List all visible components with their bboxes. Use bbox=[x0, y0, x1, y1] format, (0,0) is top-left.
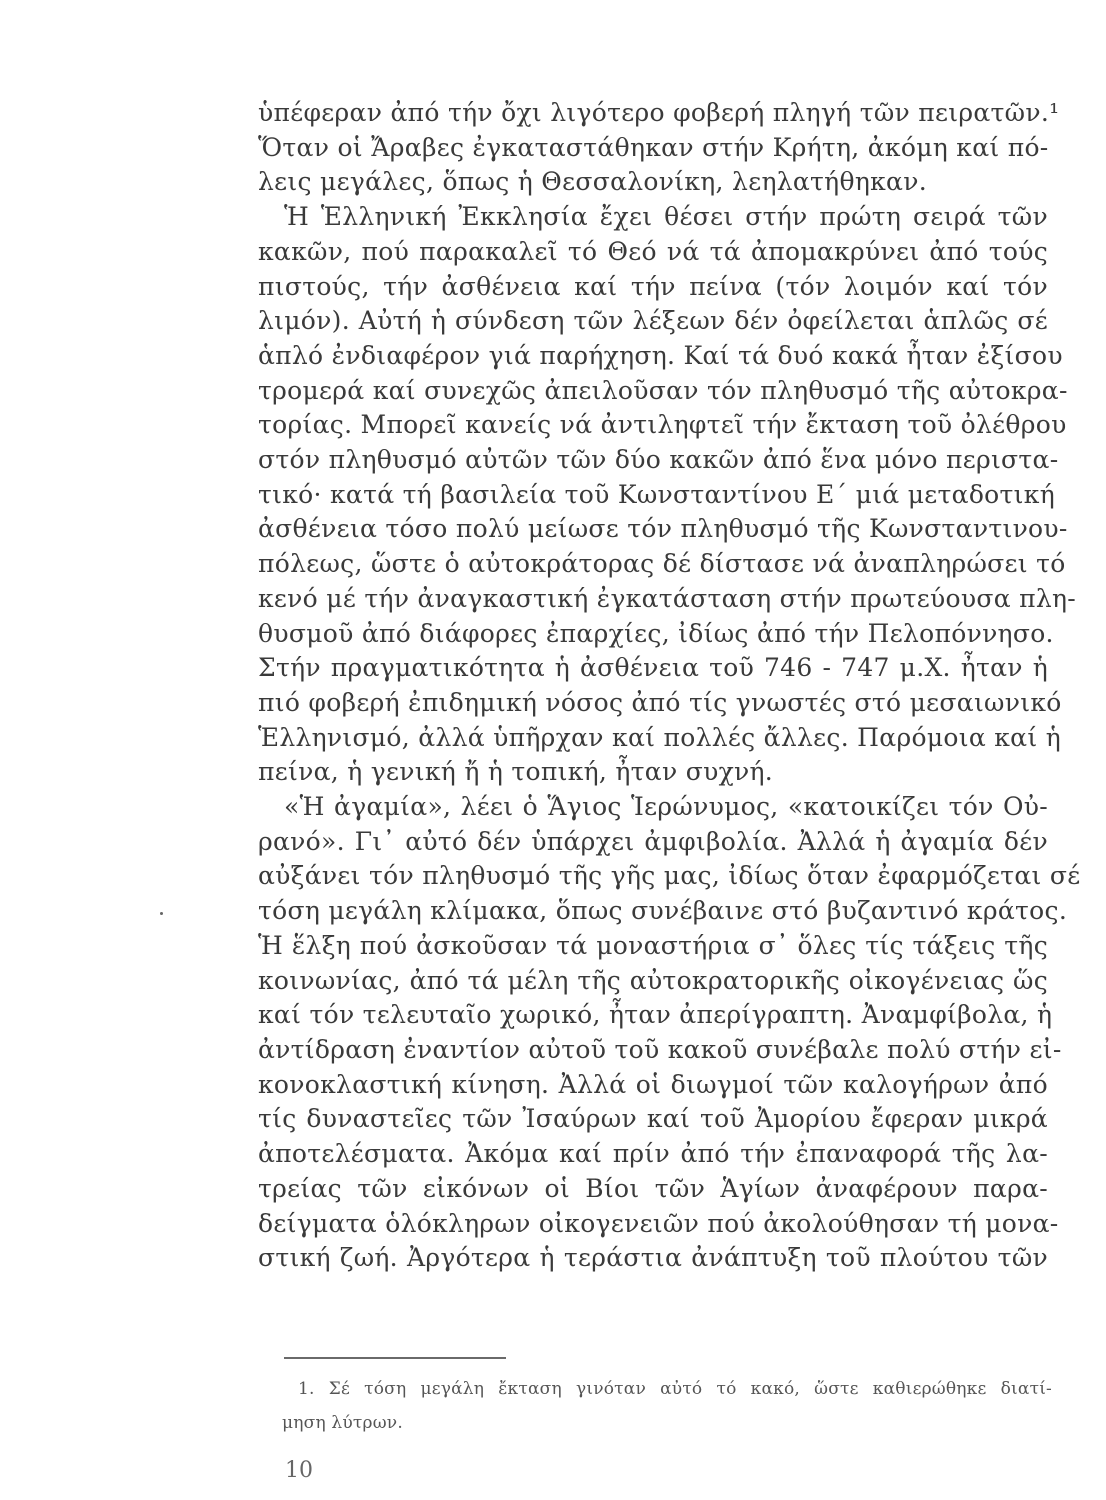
text-line: ἀντίδραση ἐναντίον αὐτοῦ τοῦ κακοῦ συνέβαλε πολύ στήν εἰ- bbox=[258, 1034, 1062, 1064]
text-line: ὑπέφεραν ἀπό τήν ὄχι λιγότερο φοβερή πληγή τῶν πειρατῶν.¹ bbox=[258, 98, 1060, 127]
page-number: 10 bbox=[285, 1458, 313, 1483]
footnote-line: μηση λύτρων. bbox=[282, 1413, 403, 1433]
text-line: θυσμοῦ ἀπό διάφορες ἐπαρχίες, ἰδίως ἀπό τήν Πελοπόννησο. bbox=[258, 618, 1054, 648]
text-line: πιστούς, τήν ἀσθένεια καί τήν πείνα (τόν λοιμόν καί τόν bbox=[258, 271, 1048, 301]
text-line: Ἡ Ἑλληνική Ἐκκλησία ἔχει θέσει στήν πρώτη σειρά τῶν bbox=[284, 202, 1048, 232]
text-line: τορίας. Μπορεῖ κανείς νά ἀντιληφτεῖ τήν ἔκταση τοῦ ὀλέθρου bbox=[258, 410, 1067, 440]
text-line: πόλεως, ὥστε ὁ αὐτοκράτορας δέ δίστασε νά ἀναπληρώσει τό bbox=[258, 549, 1066, 579]
margin-mark bbox=[160, 912, 163, 915]
footnote bbox=[282, 1372, 1052, 1440]
text-line: καί τόν τελευταῖο χωρικό, ἦταν ἀπερίγραπτη. Ἀναμφίβολα, ἡ bbox=[258, 1000, 1053, 1030]
text-line: τόση μεγάλη κλίμακα, ὅπως συνέβαινε στό βυζαντινό κράτος. bbox=[258, 896, 1068, 926]
footnote-divider bbox=[284, 1357, 506, 1359]
footnote-line: 1. Σέ τόση μεγάλη ἔκταση γινόταν αὐτό τό κακό, ὥστε καθιερώθηκε διατί- bbox=[298, 1379, 1052, 1399]
body-text bbox=[258, 96, 1081, 1276]
text-line: κονοκλαστική κίνηση. Ἀλλά οἱ διωγμοί τῶν καλογήρων ἀπό bbox=[258, 1069, 1048, 1099]
text-line: κακῶν, πού παρακαλεῖ τό Θεό νά τά ἀπομακρύνει ἀπό τούς bbox=[258, 236, 1048, 266]
text-line: τικό· κατά τή βασιλεία τοῦ Κωνσταντίνου Ε΄ μιά μεταδοτική bbox=[258, 479, 1055, 509]
text-line: λεις μεγάλες, ὅπως ἡ Θεσσαλονίκη, λεηλατήθηκαν. bbox=[258, 167, 927, 197]
text-line: λιμόν). Αὐτή ἡ σύνδεση τῶν λέξεων δέν ὀφείλεται ἁπλῶς σέ bbox=[258, 306, 1048, 336]
text-line: κενό μέ τήν ἀναγκαστική ἐγκατάσταση στήν πρωτεύουσα πλη- bbox=[258, 583, 1077, 613]
text-line: Στήν πραγματικότητα ἡ ἀσθένεια τοῦ 746 - 747 μ.Χ. ἦταν ἡ bbox=[258, 653, 1048, 683]
text-line: ἀποτελέσματα. Ἀκόμα καί πρίν ἀπό τήν ἐπαναφορά τῆς λα- bbox=[258, 1139, 1048, 1169]
text-line: Ὅταν οἱ Ἄραβες ἐγκαταστάθηκαν στήν Κρήτη, ἀκόμη καί πό- bbox=[258, 132, 1049, 162]
text-line: τρομερά καί συνεχῶς ἀπειλοῦσαν τόν πληθυσμό τῆς αὐτοκρα- bbox=[258, 375, 1068, 405]
text-line: στόν πληθυσμό αὐτῶν τῶν δύο κακῶν ἀπό ἕνα μόνο περιστα- bbox=[258, 445, 1059, 475]
text-line: ἀσθένεια τόσο πολύ μείωσε τόν πληθυσμό τῆς Κωνσταντινου- bbox=[258, 514, 1068, 544]
text-line: Ἑλληνισμό, ἀλλά ὑπῆρχαν καί πολλές ἄλλες. Παρόμοια καί ἡ bbox=[258, 722, 1061, 752]
text-line: πιό φοβερή ἐπιδημική νόσος ἀπό τίς γνωστές στό μεσαιωνικό bbox=[258, 687, 1062, 717]
text-line: τίς δυναστεῖες τῶν Ἰσαύρων καί τοῦ Ἀμορίου ἔφεραν μικρά bbox=[258, 1104, 1048, 1134]
text-line: στική ζωή. Ἀργότερα ἡ τεράστια ἀνάπτυξη τοῦ πλούτου τῶν bbox=[258, 1243, 1048, 1273]
text-line: ἁπλό ἐνδιαφέρον γιά παρήχηση. Καί τά δυό κακά ἦταν ἐξίσου bbox=[258, 340, 1063, 370]
text-line: «Ἡ ἀγαμία», λέει ὁ Ἅγιος Ἱερώνυμος, «κατοικίζει τόν Οὐ- bbox=[284, 792, 1048, 822]
text-line: ρανό». Γι᾽ αὐτό δέν ὑπάρχει ἀμφιβολία. Ἀλλά ἡ ἀγαμία δέν bbox=[258, 826, 1048, 856]
text-line: αὐξάνει τόν πληθυσμό τῆς γῆς μας, ἰδίως ὅταν ἐφαρμόζεται σέ bbox=[258, 861, 1081, 891]
text-line: δείγματα ὁλόκληρων οἰκογενειῶν πού ἀκολούθησαν τή μονα- bbox=[258, 1208, 1059, 1238]
text-line: πείνα, ἡ γενική ἤ ἡ τοπική, ἦταν συχνή. bbox=[258, 757, 774, 787]
text-line: Ἡ ἕλξη πού ἀσκοῦσαν τά μοναστήρια σ᾽ ὅλες τίς τάξεις τῆς bbox=[258, 930, 1048, 960]
text-line: κοινωνίας, ἀπό τά μέλη τῆς αὐτοκρατορικῆς οἰκογένειας ὥς bbox=[258, 965, 1048, 995]
text-line: τρείας τῶν εἰκόνων οἱ Βίοι τῶν Ἁγίων ἀναφέρουν παρα- bbox=[258, 1173, 1048, 1203]
